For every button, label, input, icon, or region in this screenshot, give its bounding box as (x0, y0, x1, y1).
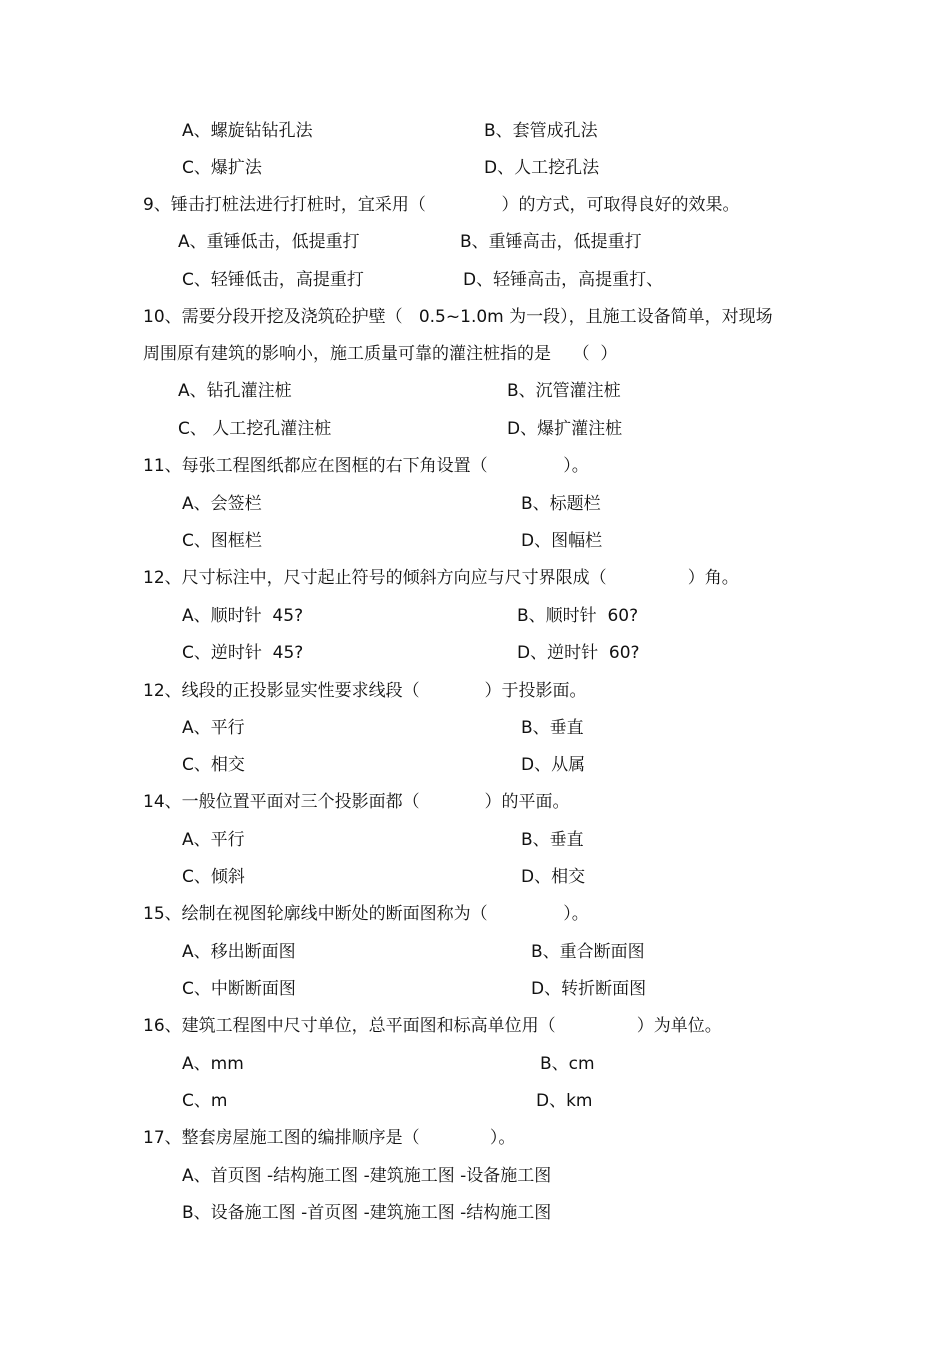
q9-stem: 9、锤击打桩法进行打桩时，宜采用（ ）的方式，可取得良好的效果。 (143, 195, 740, 215)
q16-option-d: D、km (536, 1091, 593, 1111)
q12b-option-d: D、从属 (521, 755, 586, 775)
q12b-option-a: A、平行 (182, 718, 245, 738)
q12b-stem: 12、线段的正投影显实性要求线段（ ）于投影面。 (143, 681, 587, 701)
q16-option-b: B、cm (540, 1054, 595, 1074)
q12a-option-c: C、逆时针 45? (182, 643, 304, 663)
q16-stem: 16、建筑工程图中尺寸单位，总平面图和标高单位用（ ）为单位。 (143, 1016, 722, 1036)
q8-option-c: C、爆扩法 (182, 158, 262, 178)
q15-option-a: A、移出断面图 (182, 942, 296, 962)
q8-option-a: A、螺旋钻钻孔法 (182, 121, 313, 141)
q10-stem-line1: 10、需要分段开挖及浇筑砼护壁（ 0.5~1.0m 为一段），且施工设备简单，对现场 (143, 307, 773, 327)
q11-option-d: D、图幅栏 (521, 531, 603, 551)
q14-option-d: D、相交 (521, 867, 586, 887)
q16-option-a: A、mm (182, 1054, 244, 1074)
q10-option-a: A、钻孔灌注桩 (178, 381, 292, 401)
q9-option-a: A、重锤低击，低提重打 (178, 232, 360, 252)
q9-option-b: B、重锤高击，低提重打 (460, 232, 642, 252)
q10-option-d: D、爆扩灌注桩 (507, 419, 623, 439)
q10-option-b: B、沉管灌注桩 (507, 381, 621, 401)
q12a-option-a: A、顺时针 45? (182, 606, 304, 626)
q9-option-d: D、轻锤高击，高提重打、 (463, 270, 664, 290)
q12a-stem: 12、尺寸标注中，尺寸起止符号的倾斜方向应与尺寸界限成（ ）角。 (143, 568, 739, 588)
q12a-option-d: D、逆时针 60? (517, 643, 640, 663)
q17-option-a: A、首页图 -结构施工图 -建筑施工图 -设备施工图 (182, 1166, 552, 1186)
q11-stem: 11、每张工程图纸都应在图框的右下角设置（ ）。 (143, 456, 589, 476)
q8-option-d: D、人工挖孔法 (484, 158, 600, 178)
q15-option-c: C、中断断面图 (182, 979, 296, 999)
q14-option-a: A、平行 (182, 830, 245, 850)
q15-option-d: D、转折断面图 (531, 979, 647, 999)
q16-option-c: C、m (182, 1091, 228, 1111)
q11-option-a: A、会签栏 (182, 494, 262, 514)
q12a-option-b: B、顺时针 60? (517, 606, 639, 626)
q14-stem: 14、一般位置平面对三个投影面都（ ）的平面。 (143, 792, 570, 812)
q15-option-b: B、重合断面图 (531, 942, 645, 962)
q12b-option-c: C、相交 (182, 755, 245, 775)
q17-option-b: B、设备施工图 -首页图 -建筑施工图 -结构施工图 (182, 1203, 552, 1223)
q10-option-c: C、 人工挖孔灌注桩 (178, 419, 332, 439)
q10-stem-line2: 周围原有建筑的影响小，施工质量可靠的灌注桩指的是 （ ） (143, 344, 618, 364)
q8-option-b: B、套管成孔法 (484, 121, 598, 141)
q15-stem: 15、绘制在视图轮廓线中断处的断面图称为（ ）。 (143, 904, 589, 924)
q9-option-c: C、轻锤低击，高提重打 (182, 270, 364, 290)
q14-option-c: C、倾斜 (182, 867, 245, 887)
q17-stem: 17、整套房屋施工图的编排顺序是（ ）。 (143, 1128, 516, 1148)
q11-option-c: C、图框栏 (182, 531, 262, 551)
q11-option-b: B、标题栏 (521, 494, 601, 514)
q14-option-b: B、垂直 (521, 830, 584, 850)
q12b-option-b: B、垂直 (521, 718, 584, 738)
